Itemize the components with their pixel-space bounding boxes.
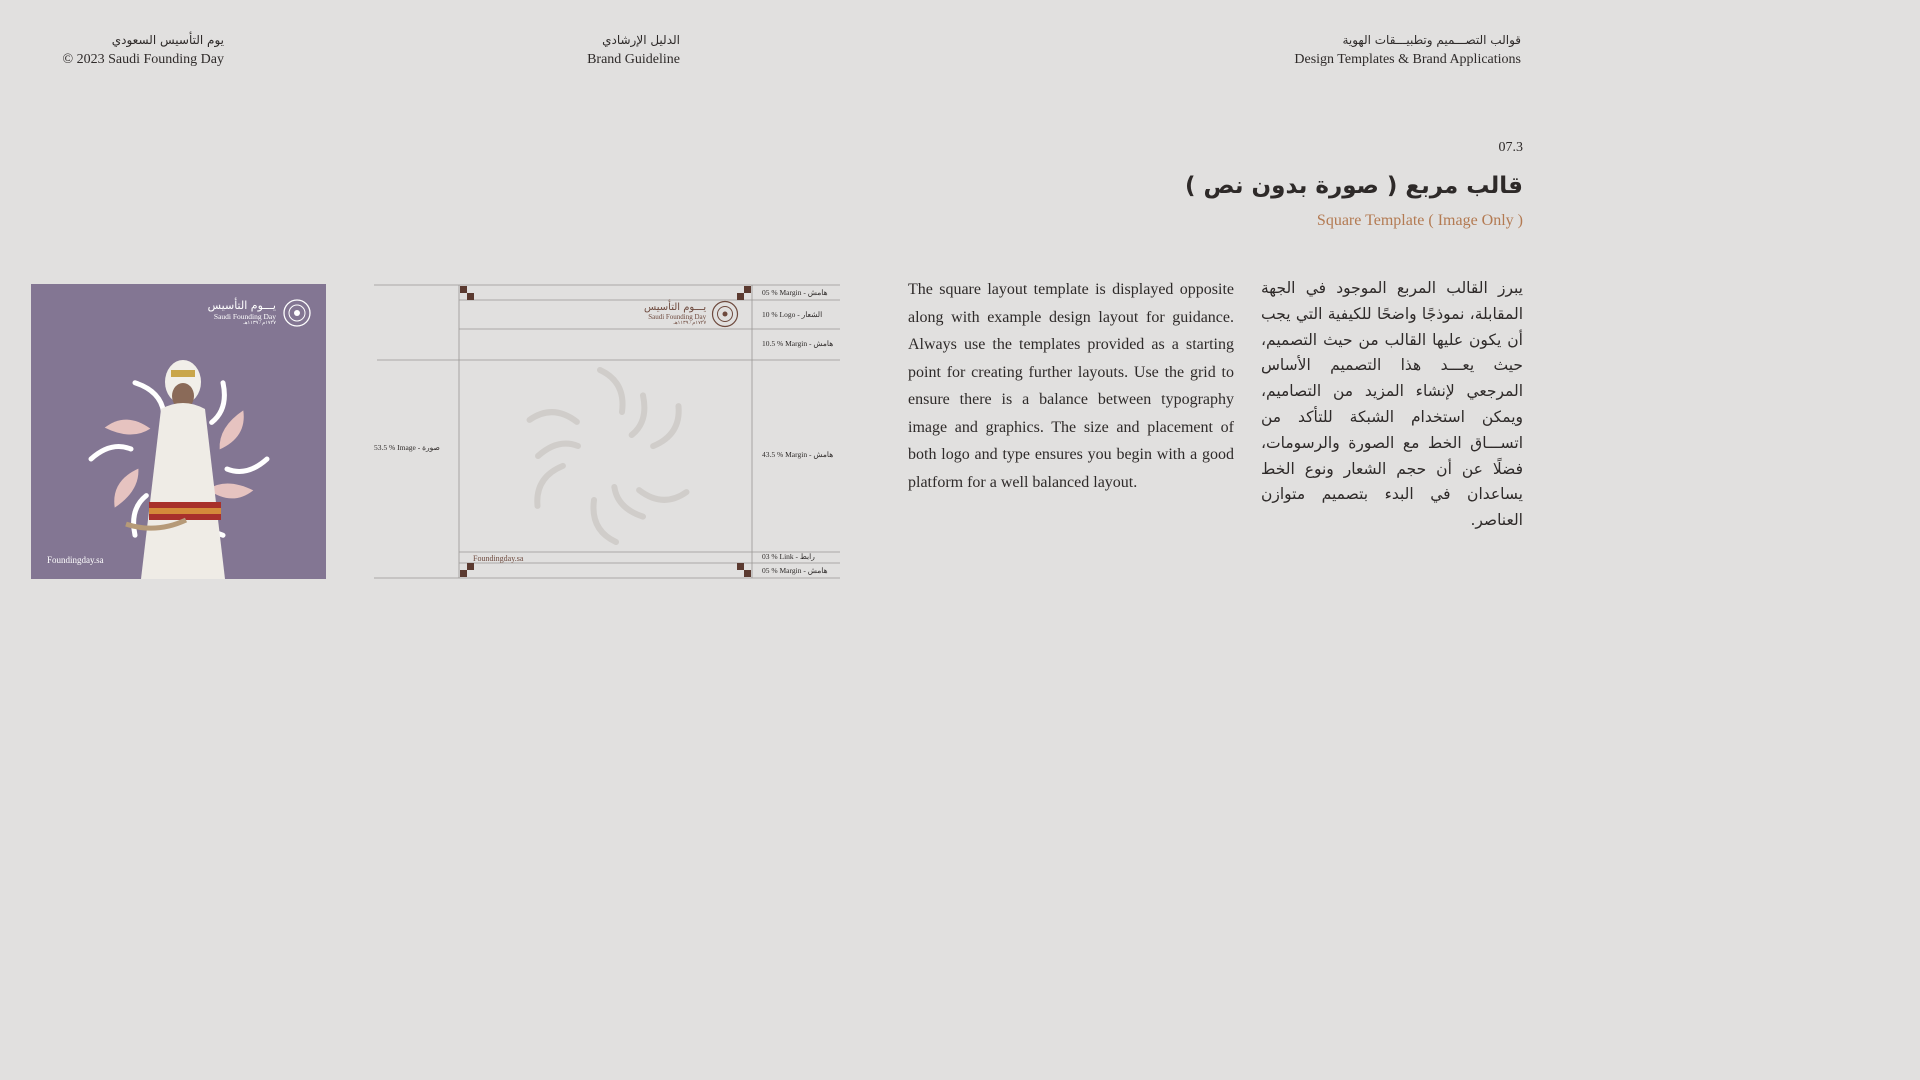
guide-seal-icon [711, 300, 739, 328]
template-grid-guide [374, 284, 842, 580]
header-middle-en: Brand Guideline [587, 52, 680, 67]
section-title-en: Square Template ( Image Only ) [1316, 212, 1523, 229]
label-image: 53.5 % Image - صورة [374, 443, 440, 452]
body-text-ar: يبرز القالب المربع الموجود في الجهة المقابلة، نموذجًا واضحًا للكيفية التي يجب أن يكون عليها القالب من حيث التصميم، حيث يعـــد هذا التصميم الأساس المرجعي لإنشاء المزيد من التصاميم، ويمكن استخدام الشبكة للتأكد من اتســـاق الخط مع الصورة والرسومات، فضلًا عن أن حجم الشعار ونوع الخط يساعدان في البدء بتصميم متوازن العناصر. [1261, 279, 1523, 530]
header-right [1294, 30, 1521, 70]
example-logo-en: Saudi Founding Day [213, 311, 276, 321]
body-text-en: The square layout template is displayed opposite along with example design layout for guidance. Always use the templates provided as a starting point for creating further layouts. Use the grid to ensure there is a balance between typography image and graphics. The size and placement of both logo and type ensures you begin with a good platform for a well balanced layout. [908, 281, 1234, 491]
example-logo-date: ١٧٢٧م / ١١٣٩هـ [243, 320, 276, 326]
section-number: 07.3 [1498, 140, 1523, 155]
guide-logo-en: Saudi Founding Day [648, 312, 707, 321]
section-title-ar: قالب مربع ( صورة بدون نص ) [1185, 173, 1523, 199]
guide-logo [644, 300, 739, 328]
header-right-en: Design Templates & Brand Applications [1294, 52, 1521, 67]
header-left [44, 30, 224, 70]
label-link: 03 % Link - رابط [762, 552, 815, 561]
header-middle-ar: الدليل الإرشادي [602, 33, 680, 47]
header-middle [540, 30, 680, 70]
label-logo: 10 % Logo - الشعار [762, 310, 823, 319]
header-left-en: © 2023 Saudi Founding Day [62, 52, 224, 67]
guide-logo-date: ١٧٢٧م / ١١٣٩هـ [673, 320, 707, 326]
example-logo-ar: يـــوم التأسيس [207, 298, 276, 312]
example-logo [208, 298, 312, 328]
founding-day-star-emblem-icon [31, 284, 326, 579]
founding-day-seal-icon [282, 298, 312, 328]
man-figure-icon [126, 360, 225, 579]
example-square-template [31, 284, 326, 579]
grid-lines [374, 284, 842, 580]
label-margin-bottom: 05 % Margin - هامش [762, 566, 828, 575]
guide-logo-ar: يـــوم التأسيس [644, 301, 707, 313]
header-left-ar: يوم التأسيس السعودي [111, 33, 224, 47]
guide-link: Foundingday.sa [473, 554, 524, 563]
label-margin-top: 05 % Margin - هامش [762, 288, 828, 297]
label-margin-right: 43.5 % Margin - هامش [762, 450, 834, 459]
watermark-emblem-icon [526, 370, 689, 542]
example-link: Foundingday.sa [47, 555, 104, 565]
header-right-ar: قوالب التصـــميم وتطبيـــقات الهوية [1342, 33, 1521, 47]
label-margin-after-logo: 10.5 % Margin - هامش [762, 339, 834, 348]
